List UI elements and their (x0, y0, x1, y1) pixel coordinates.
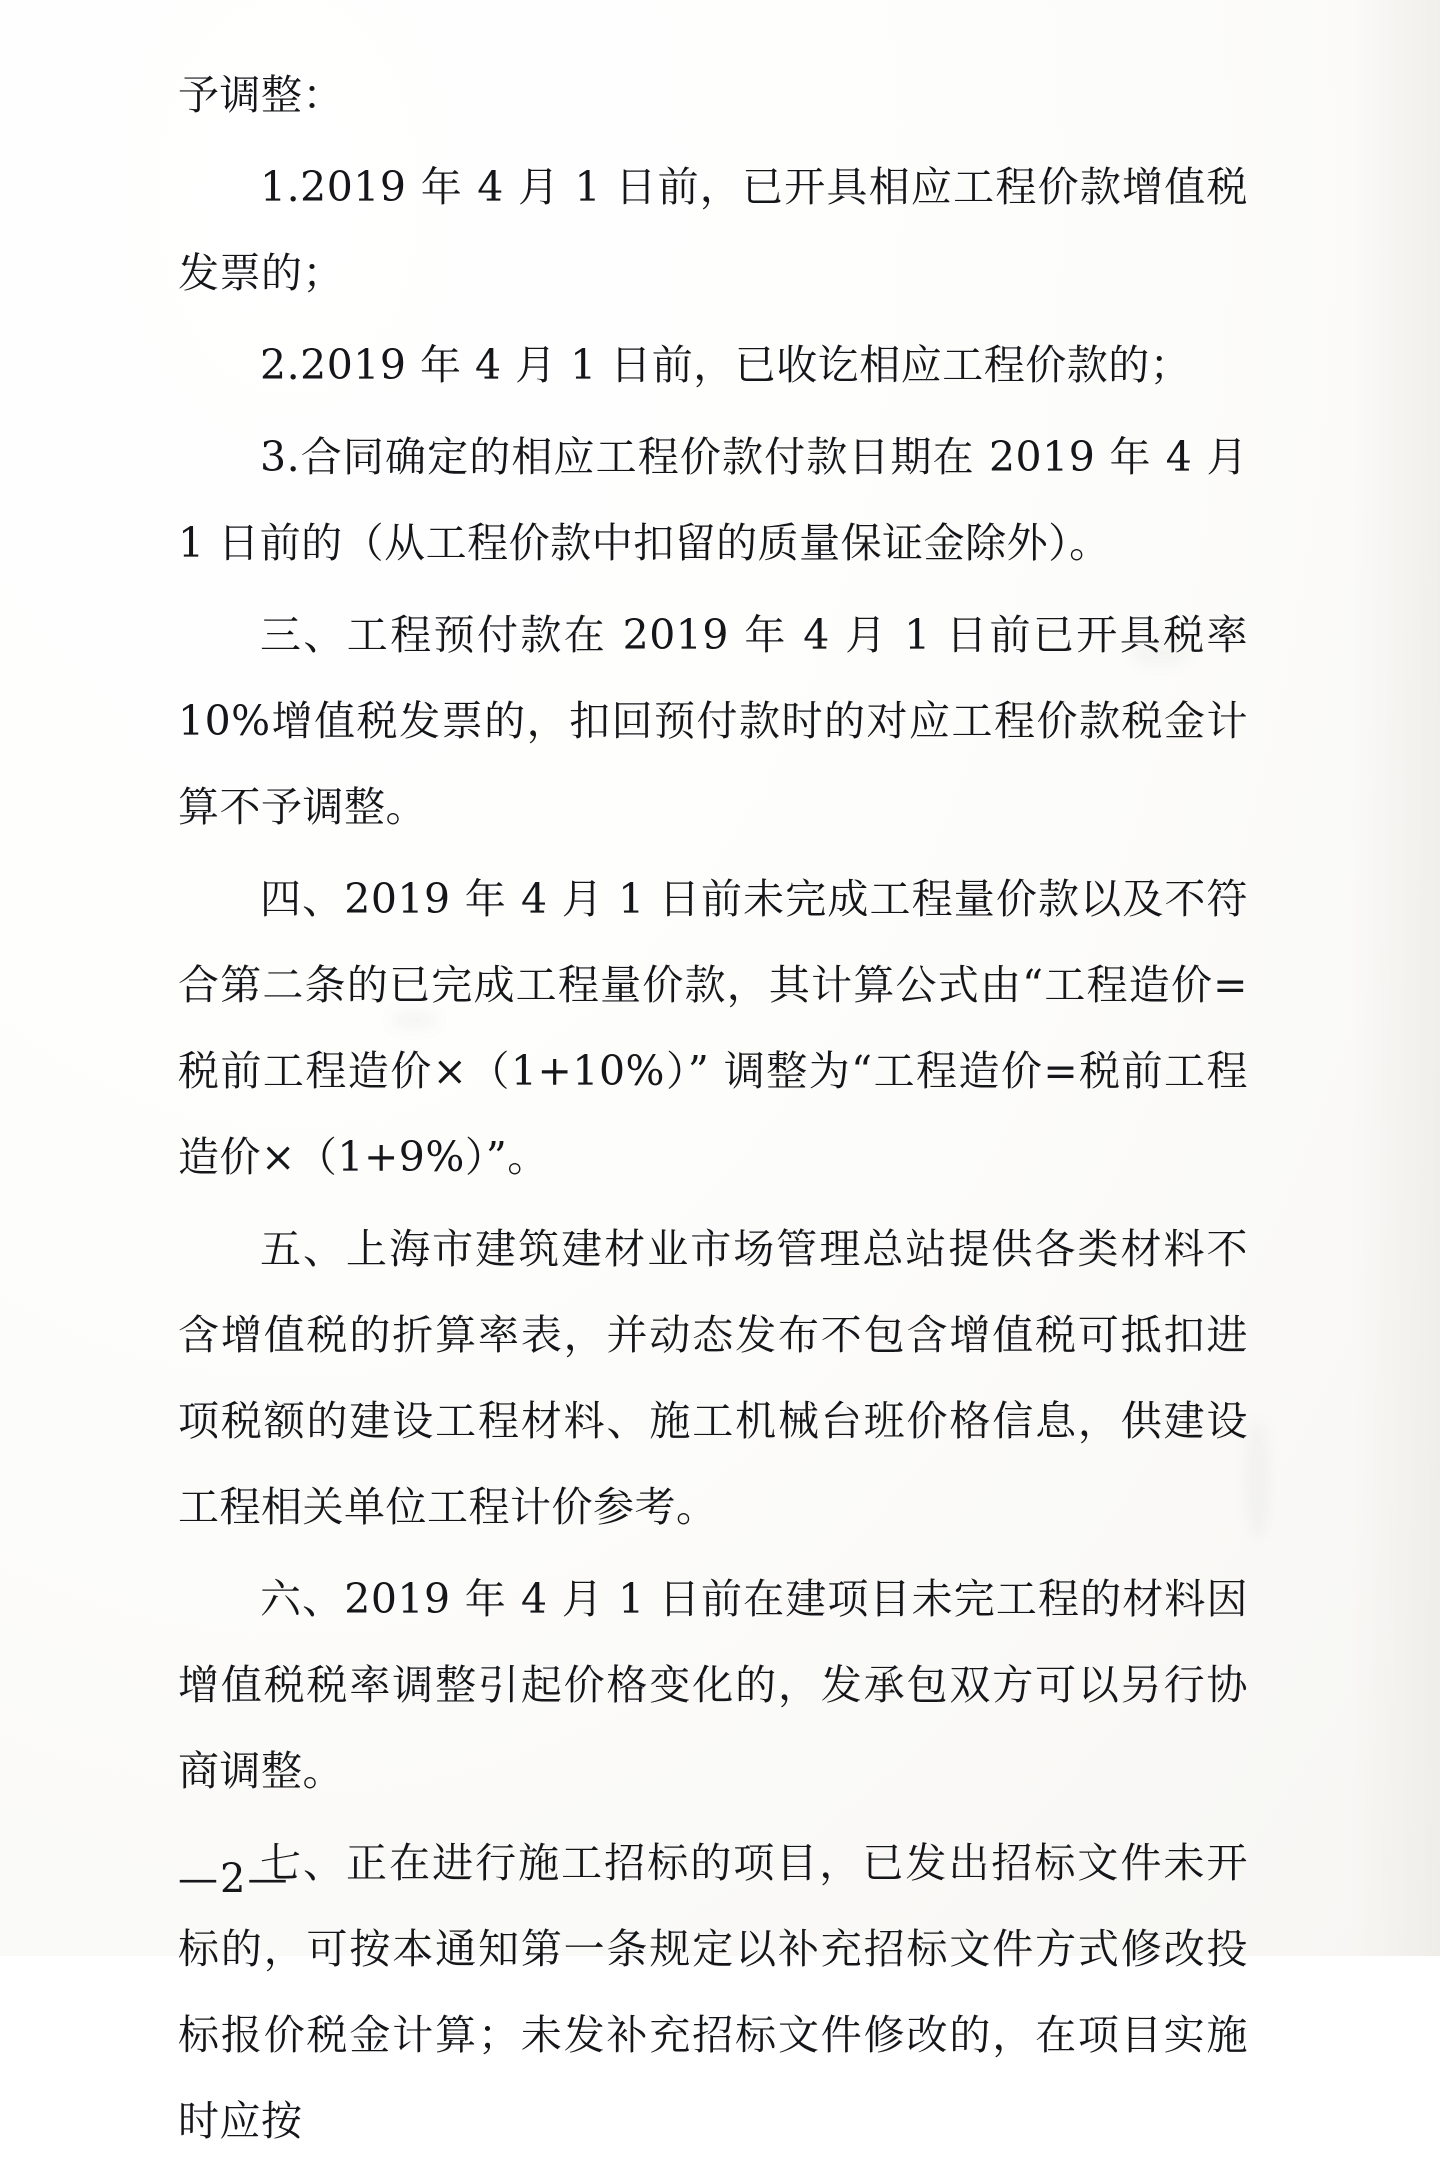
paragraph-article-5: 五、上海市建筑建材业市场管理总站提供各类材料不含增值税的折算率表，并动态发布不包含增值税可抵扣进项税额的建设工程材料、施工机械台班价格信息，供建设工程相关单位工程计价参考。 (178, 1225, 1248, 1531)
paragraph-item-2: 2.2019 年 4 月 1 日前，已收讫相应工程价款的； (260, 341, 1192, 389)
paragraph-item-3: 3.合同确定的相应工程价款付款日期在 2019 年 4 月 1 日前的（从工程价款中扣留的质量保证金除外）。 (178, 433, 1248, 567)
page-number: —2— (178, 1856, 290, 1902)
paragraph-continued: 予调整： (178, 71, 344, 119)
paragraph-article-3: 三、工程预付款在 2019 年 4 月 1 日前已开具税率 10%增值税发票的，扣回预付款时的对应工程价款税金计算不予调整。 (178, 611, 1248, 831)
document-body (178, 52, 1248, 2170)
paragraph-item-1: 1.2019 年 4 月 1 日前，已开具相应工程价款增值税发票的； (178, 163, 1248, 297)
paragraph-article-6: 六、2019 年 4 月 1 日前在建项目未完工程的材料因增值税税率调整引起价格变化的，发承包双方可以另行协商调整。 (178, 1575, 1248, 1795)
paragraph-article-7: 七、正在进行施工招标的项目，已发出招标文件未开标的，可按本通知第一条规定以补充招标文件方式修改投标报价税金计算；未发补充招标文件修改的，在项目实施时应按 (178, 1839, 1248, 2145)
paragraph-article-4: 四、2019 年 4 月 1 日前未完成工程量价款以及不符合第二条的已完成工程量价款，其计算公式由“工程造价=税前工程造价×（1+10%）” 调整为“工程造价=税前工程造价×（1+9%）”。 (178, 875, 1248, 1181)
